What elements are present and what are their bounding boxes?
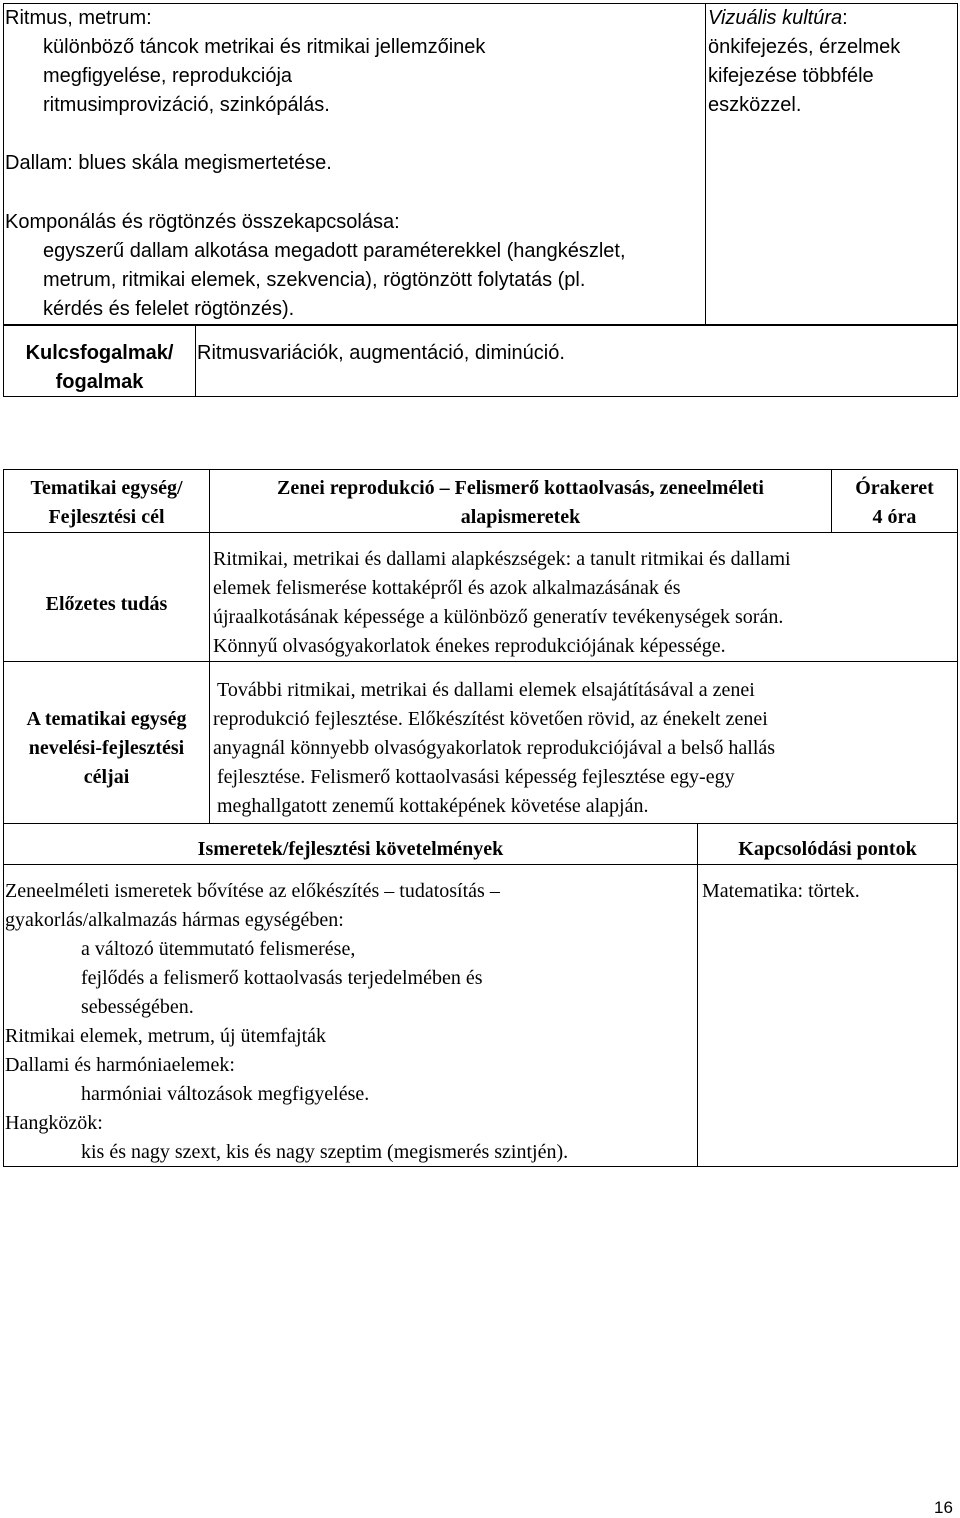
orakeret-value: 4 óra [872, 506, 917, 528]
kapcsolodas-line: önkifejezés, érzelmek [708, 36, 901, 58]
celjai-label-line: nevelési-fejlesztési [28, 737, 185, 759]
tematikai-egyseg-line: Tematikai egység/ [30, 477, 183, 499]
tematikai-egyseg-label [4, 474, 209, 532]
kapcsolodas-block [708, 4, 900, 120]
ismeretek-line: kis és nagy szext, kis és nagy szeptim (megismerés szintjén). [81, 1141, 569, 1163]
komponalas-heading: Komponálás és rögtönzés összekapcsolása: [5, 211, 400, 233]
celjai-line: reprodukció fejlesztése. Előkészítést követően rövid, az énekelt zenei [213, 708, 768, 730]
celjai-line: További ritmikai, metrikai és dallami elemek elsajátításával a zenei [217, 679, 755, 701]
komponalas-line: kérdés és felelet rögtönzés). [43, 298, 295, 320]
colon: : [842, 7, 848, 29]
elozetes-line: elemek felismerése kottaképről és azok alkalmazásának és [213, 577, 681, 599]
elozetes-line: újraalkotásának képessége a különböző generatív tevékenységek során. [213, 606, 784, 628]
unit-title-line: alapismeretek [460, 506, 581, 528]
elozetes-line: Ritmikai, metrikai és dallami alapkészségek: a tanult ritmikai és dallami [213, 548, 791, 570]
celjai-text [213, 676, 776, 821]
komponalas-line: egyszerű dallam alkotása megadott paraméterekkel (hangkészlet, [43, 240, 626, 262]
kulcsfogalmak-label-line: fogalmak [55, 371, 144, 393]
ritmus-block [5, 4, 485, 120]
komponalas-block [5, 208, 626, 324]
ritmus-line: megfigyelése, reprodukciója [43, 65, 293, 87]
kulcsfogalmak-label-line: Kulcsfogalmak/ [25, 342, 174, 364]
kulcsfogalmak-label [4, 339, 195, 397]
ismeretek-line: sebességében. [81, 996, 194, 1018]
unit-title-line: Zenei reprodukció – Felismerő kottaolvasás, zeneelméleti [277, 477, 764, 499]
ismeretek-header: Ismeretek/fejlesztési követelmények [197, 838, 504, 860]
elozetes-tudas-text [213, 545, 791, 661]
celjai-line: fejlesztése. Felismerő kottaolvasási képesség fejlesztése egy-egy [217, 766, 735, 788]
vizualis-kultura-title: Vizuális kultúra [708, 7, 843, 29]
ismeretek-line: Ritmikai elemek, metrum, új ütemfajták [5, 1025, 327, 1047]
celjai-label-line: céljai [83, 766, 130, 788]
elozetes-tudas-label: Előzetes tudás [45, 593, 168, 615]
page-number: 16 [934, 1498, 953, 1517]
celjai-label [4, 705, 209, 792]
ismeretek-line: Hangközök: [5, 1112, 103, 1134]
celjai-label-line: A tematikai egység [26, 708, 187, 730]
orakeret [832, 474, 957, 532]
kapcsolodasi-value: Matematika: törtek. [702, 880, 860, 902]
elozetes-line: Könnyű olvasógyakorlatok énekes reprodukciójának képessége. [213, 635, 726, 657]
dallam-line: Dallam: blues skála megismertetése. [5, 152, 332, 174]
kapcsolodas-line: kifejezése többféle [708, 65, 874, 87]
ismeretek-line: Zeneelméleti ismeretek bővítése az előkészítés – tudatosítás – [5, 880, 500, 902]
ritmus-heading: Ritmus, metrum: [5, 7, 152, 29]
ismeretek-line: Dallami és harmóniaelemek: [5, 1054, 235, 1076]
kapcsolodasi-header: Kapcsolódási pontok [738, 838, 917, 860]
kapcsolodas-heading [708, 4, 900, 33]
celjai-line: meghallgatott zenemű kottaképének követése alapján. [217, 795, 649, 817]
tematikai-egyseg-line: Fejlesztési cél [48, 506, 165, 528]
ismeretek-line: gyakorlás/alkalmazás hármas egységében: [5, 909, 344, 931]
ismeretek-body [5, 877, 568, 1167]
kulcsfogalmak-value: Ritmusvariációk, augmentáció, diminúció. [197, 342, 565, 364]
celjai-line: anyagnál könnyebb olvasógyakorlatok reprodukciójával a belső hallás [213, 737, 776, 759]
ismeretek-line: a változó ütemmutató felismerése, [81, 938, 356, 960]
ritmus-line: ritmusimprovizáció, szinkópálás. [43, 94, 330, 116]
ismeretek-line: harmóniai változások megfigyelése. [81, 1083, 370, 1105]
unit-title [210, 474, 831, 532]
orakeret-label: Órakeret [855, 477, 934, 499]
ismeretek-line: fejlődés a felismerő kottaolvasás terjedelmében és [81, 967, 483, 989]
ritmus-line: különböző táncok metrikai és ritmikai jellemzőinek [43, 36, 486, 58]
komponalas-line: metrum, ritmikai elemek, szekvencia), rögtönzött folytatás (pl. [43, 269, 586, 291]
kapcsolodas-line: eszközzel. [708, 94, 802, 116]
